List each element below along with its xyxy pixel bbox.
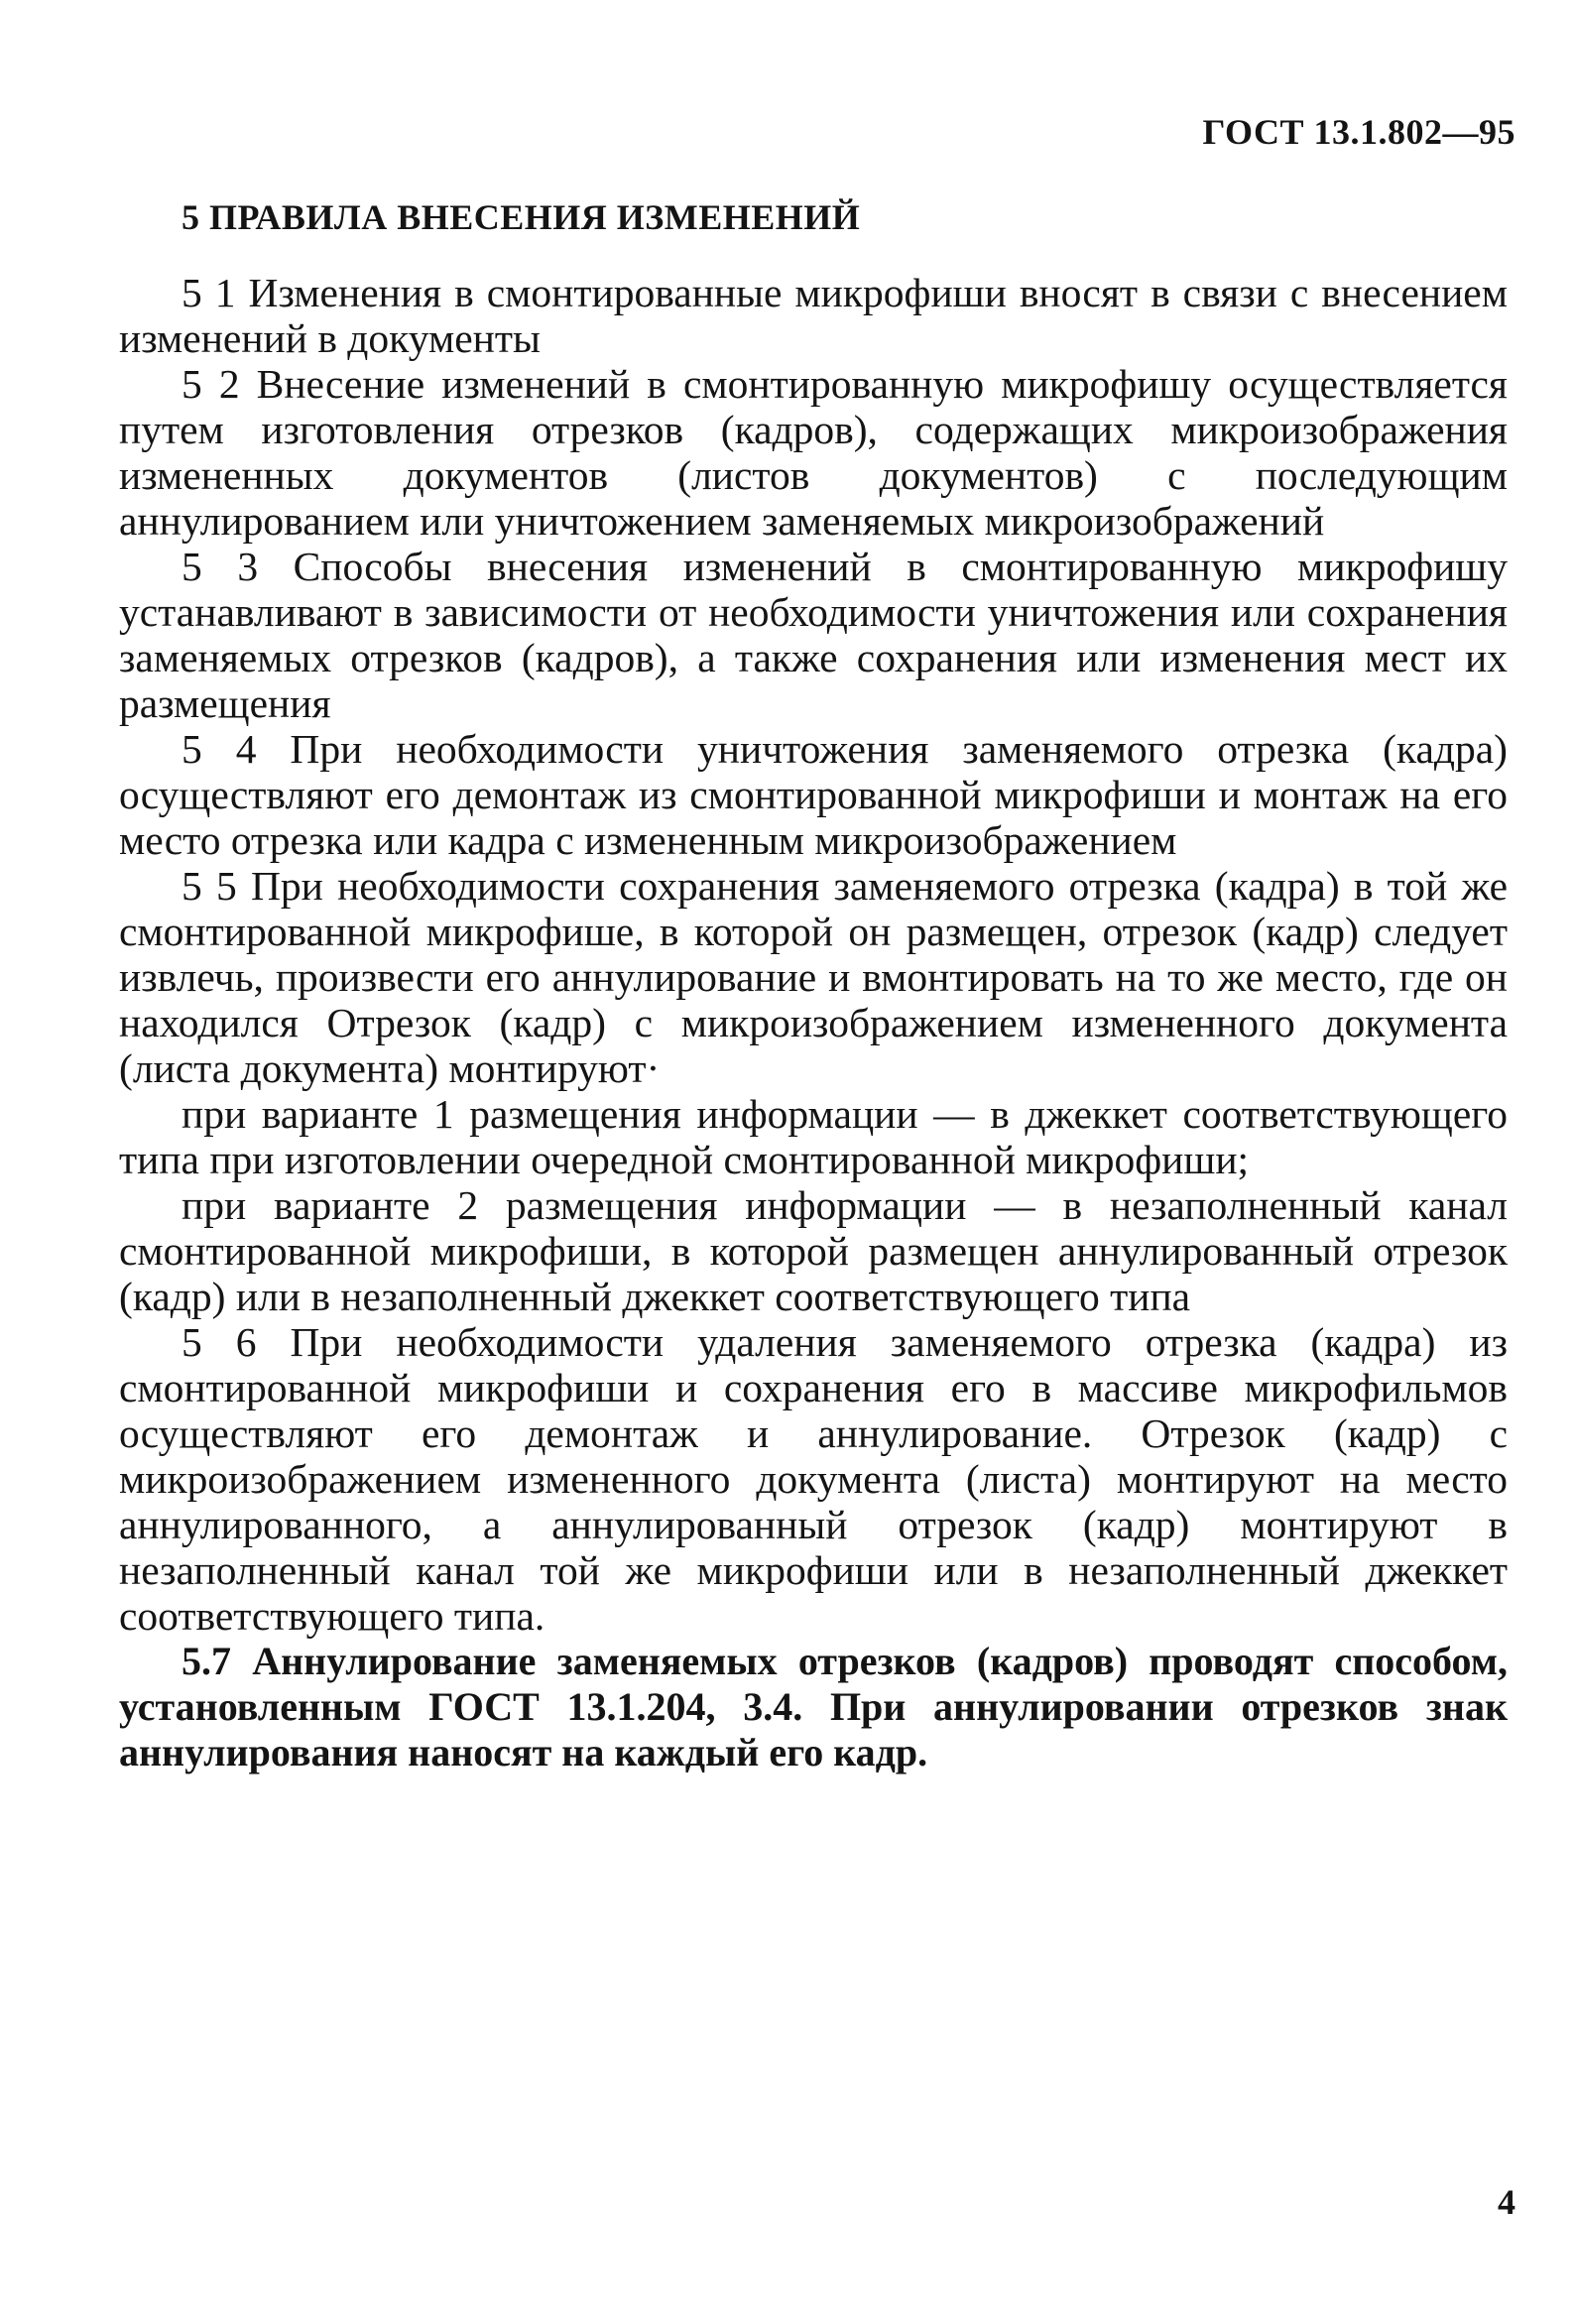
- document-code-header: ГОСТ 13.1.802—95: [1202, 112, 1515, 152]
- paragraph-variant-1: при варианте 1 размещения информации — в джеккет соответствующего типа при изготовлении очередной смонтированной микрофиши;: [119, 1091, 1508, 1182]
- section-heading: 5 ПРАВИЛА ВНЕСЕНИЯ ИЗМЕНЕНИЙ: [182, 197, 861, 237]
- paragraph-5-4: 5 4 При необходимости уничтожения заменяемого отрезка (кадра) осуществляют его демонтаж из смонтированной микрофиши и монтаж на его место отрезка или кадра с измененным микроизображением: [119, 726, 1508, 863]
- document-body: [119, 270, 1508, 1775]
- paragraph-variant-2: при варианте 2 размещения информации — в незаполненный канал смонтированной микрофиши, в которой размещен аннулированный отрезок (кадр) или в незаполненный джеккет соответствующего типа: [119, 1182, 1508, 1319]
- paragraph-5-5: 5 5 При необходимости сохранения заменяемого отрезка (кадра) в той же смонтированной микрофише, в которой он размещен, отрезок (кадр) следует извлечь, произвести его аннулирование и вмонтировать на то же место, где он находился Отрезок (кадр) с микроизображением измененного документа (листа документа) монтируют·: [119, 863, 1508, 1091]
- paragraph-5-3: 5 3 Способы внесения изменений в смонтированную микрофишу устанавливают в зависимости от необходимости уничтожения или сохранения заменяемых отрезков (кадров), а также сохранения или изменения мест их размещения: [119, 544, 1508, 726]
- paragraph-5-7: 5.7 Аннулирование заменяемых отрезков (кадров) проводят способом, установленным ГОСТ 13.1.204, 3.4. При аннулировании отрезков знак аннулирования наносят на каждый его кадр.: [119, 1639, 1508, 1774]
- paragraph-5-6: 5 6 При необходимости удаления заменяемого отрезка (кадра) из смонтированной микрофиши и сохранения его в массиве микрофильмов осуществляют его демонтаж и аннулирование. Отрезок (кадр) с микроизображением измененного документа (листа) монтируют на место аннулированного, а аннулированный отрезок (кадр) монтируют в незаполненный канал той же микрофиши или в незаполненный джеккет соответствующего типа.: [119, 1319, 1508, 1639]
- paragraph-5-1: 5 1 Изменения в смонтированные микрофиши вносят в связи с внесением изменений в документы: [119, 270, 1508, 361]
- paragraph-5-2: 5 2 Внесение изменений в смонтированную микрофишу осуществляется путем изготовления отрезков (кадров), содержащих микроизображения измененных документов (листов документов) с последующим аннулированием или уничтожением заменяемых микроизображений: [119, 361, 1508, 544]
- page-number: 4: [1498, 2182, 1515, 2222]
